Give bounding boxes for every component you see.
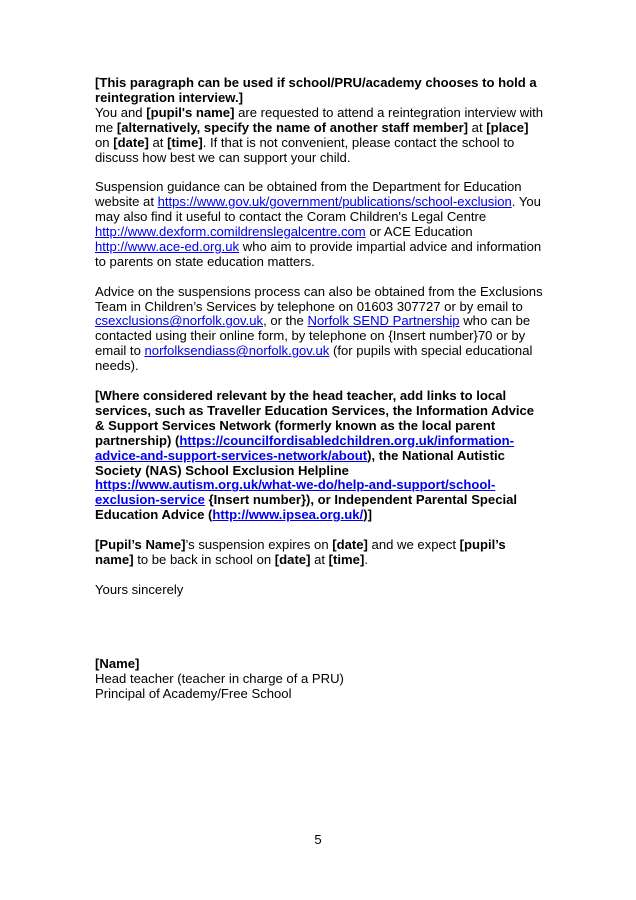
csexclusions-email-link[interactable]: csexclusions@norfolk.gov.uk — [95, 313, 264, 329]
expiry-paragraph: [Pupil’s Name]’s suspension expires on [date] and we expect [pupil’s name] to be back in school on [date] at [time]. — [95, 537, 506, 567]
cdc-iass-network-link[interactable]: https://councilfordisabledchildren.org.uk/information-advice-and-support-services-network/about — [95, 432, 515, 463]
nas-exclusion-service-link[interactable]: https://www.autism.org.uk/what-we-do/help-and-support/school-exclusion-service — [95, 477, 496, 508]
signature-space — [95, 613, 545, 658]
letter-body — [95, 76, 545, 702]
placeholder-time: [time] — [167, 134, 203, 150]
signatory-title-1: Head teacher (teacher in charge of a PRU) — [95, 671, 344, 687]
ipsea-link[interactable]: http://www.ipsea.org.uk/ — [212, 507, 364, 523]
dfe-exclusion-link[interactable]: https://www.gov.uk/government/publications/school-exclusion — [157, 194, 512, 210]
reintegration-heading: [This paragraph can be used if school/PRU/academy chooses to hold a reintegration interview.] — [95, 75, 537, 105]
placeholder-date: [date] — [113, 134, 149, 150]
placeholder-pupil-name: [pupil's name] — [146, 104, 235, 120]
placeholder-staff-member: [alternatively, specify the name of another staff member] — [116, 119, 469, 135]
signatory-title-2: Principal of Academy/Free School — [95, 686, 292, 702]
reintegration-paragraph: [This paragraph can be used if school/PRU/academy chooses to hold a reintegration interview.] You and [pupil's name] are requested to attend a reintegration interview with me [alternatively, specify the name of another staff member] at [place] on [date] at [time]. If that is not convenient, please contact the school to discuss how best we can support your child. — [95, 75, 544, 165]
page-number: 5 — [314, 832, 322, 847]
coram-link[interactable]: http://www.dexform.comildrenslegalcentre.com — [95, 224, 366, 240]
closing: Yours sincerely — [95, 581, 184, 597]
signature-block — [95, 657, 545, 702]
signatory-name: [Name] — [95, 656, 140, 672]
ace-education-link[interactable]: http://www.ace-ed.org.uk — [95, 238, 240, 254]
advice-paragraph: Advice on the suspensions process can also be obtained from the Exclusions Team in Children’s Services by telephone on 01603 307727 or by email to csexclusions@norfolk.gov.uk, or the Norfolk SEND Partnership who can be contacted using their online form, by telephone on {Insert number}70 or by email to norfolksendiass@norfolk.gov.uk (for pupils with special educational needs). — [95, 283, 543, 374]
placeholder-place: [place] — [486, 119, 529, 135]
norfolksendiass-email-link[interactable]: norfolksendiass@norfolk.gov.uk — [144, 343, 330, 359]
local-services-paragraph: [Where considered relevant by the head teacher, add links to local services, such as Traveller Education Services, the Information Advice & Support Services Network (formerly known as the local parent partnership) (https://councilfordisabledchildren.org.uk/information-advice-and-support-services-network/about), the National Autistic Society (NAS) School Exclusion Helpline https://www.autism.org.uk/what-we-do/help-and-support/school-exclusion-service {Insert number}), or Independent Parental Special Education Advice (http://www.ipsea.org.uk/)] — [95, 387, 535, 523]
guidance-paragraph: Suspension guidance can be obtained from the Department for Education website at https://www.gov.uk/government/publications/school-exclusion. You may also find it useful to contact the Coram Children's Legal Centre http://www.dexform.comildrenslegalcentre.com or ACE Education http://www.ace-ed.org.uk who aim to provide impartial advice and information to parents on state education matters. — [95, 179, 542, 269]
norfolk-send-partnership-link[interactable]: Norfolk SEND Partnership — [307, 313, 460, 329]
